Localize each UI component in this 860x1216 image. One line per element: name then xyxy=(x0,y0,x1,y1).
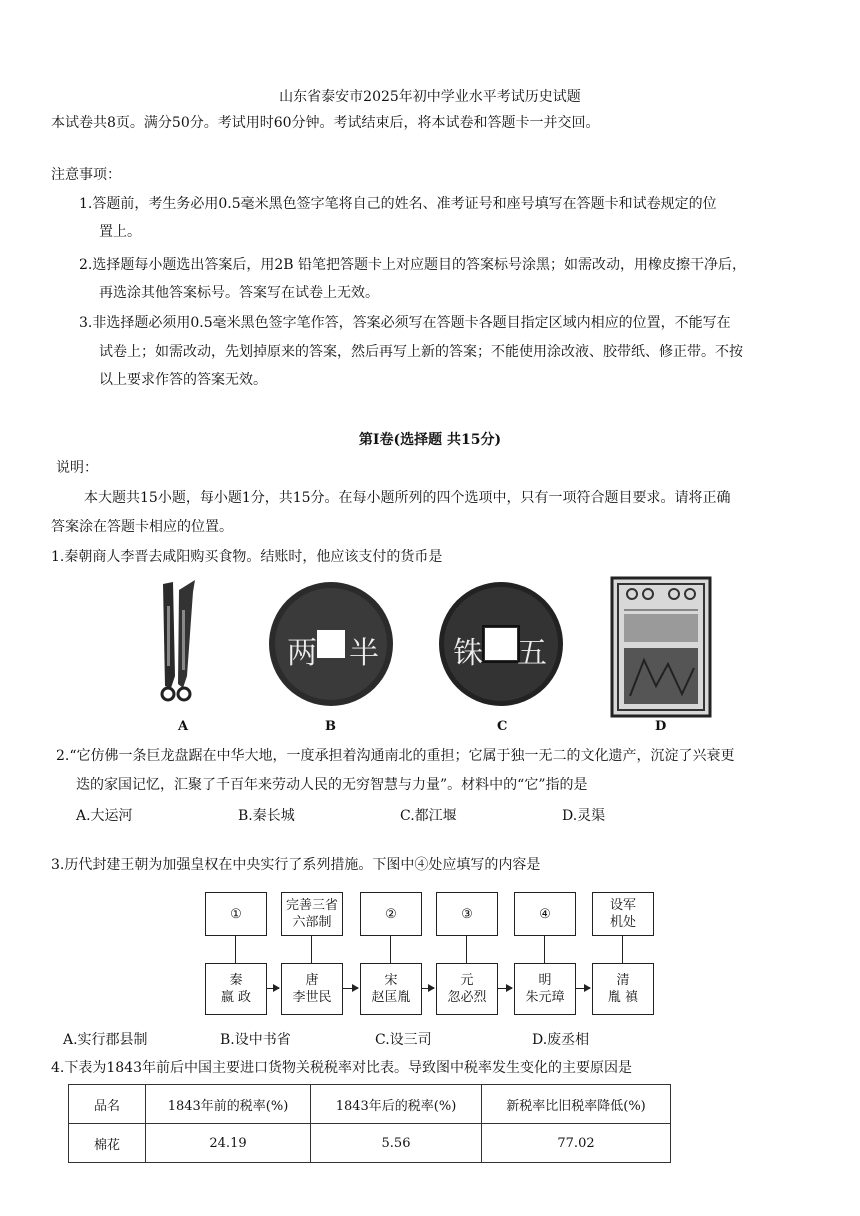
knife-coin-image xyxy=(145,576,215,716)
q2-option-c: C.都江堰 xyxy=(400,808,457,824)
table-header-row xyxy=(69,1085,671,1124)
q2-line-1: 2.“它仿佛一条巨龙盘踞在中华大地，一度承担着沟通南北的重担；它属于独一无二的文化遗产，沉淀了兴衰更 xyxy=(56,748,735,764)
coin-c-char-left: 铢 xyxy=(453,636,483,671)
table-cell: 棉花 xyxy=(69,1124,146,1163)
table-header-cell: 品名 xyxy=(69,1085,146,1124)
q3-bottom-box-4: 元 忽必烈 xyxy=(436,963,498,1015)
q3-top-box-1: ① xyxy=(205,892,267,936)
q3-top-box-6: 设军 机处 xyxy=(592,892,654,936)
notice-item-1-line-1: 1.答题前，考生务必用0.5毫米黑色签字笔将自己的姓名、准考证号和座号填写在答题卡和试卷规定的位 xyxy=(79,196,717,212)
q3-arrow-5 xyxy=(576,988,590,989)
q3-connector-6 xyxy=(622,935,623,963)
section-title: 第Ⅰ卷(选择题 共15分) xyxy=(358,432,502,448)
coin-b-char-left: 两 xyxy=(287,636,317,671)
q3-option-d: D.废丞相 xyxy=(532,1032,590,1048)
q3-top-box-2: 完善三省 六部制 xyxy=(281,892,343,936)
q3-option-a: A.实行郡县制 xyxy=(63,1032,148,1048)
tax-rate-table xyxy=(68,1084,671,1163)
explain-line-2: 答案涂在答题卡相应的位置。 xyxy=(51,519,233,535)
q2-option-a: A.大运河 xyxy=(76,808,133,824)
q3-arrow-2 xyxy=(343,988,358,989)
q3-bottom-box-3: 宋 赵匡胤 xyxy=(360,963,422,1015)
q2-option-d: D.灵渠 xyxy=(562,808,606,824)
exam-title: 山东省泰安市2025年初中学业水平考试历史试题 xyxy=(279,89,581,105)
q3-bottom-box-1: 秦 嬴 政 xyxy=(205,963,267,1015)
table-header-cell: 1843年后的税率(%) xyxy=(311,1085,482,1124)
q3-bottom-box-6: 清 胤 禛 xyxy=(592,963,654,1015)
q2-line-2: 迭的家国记忆，汇聚了千百年来劳动人民的无穷智慧与力量”。材料中的“它”指的是 xyxy=(76,777,588,793)
q3-option-c: C.设三司 xyxy=(375,1032,432,1048)
q3-top-box-4: ③ xyxy=(436,892,498,936)
q3-stem: 3.历代封建王朝为加强皇权在中央实行了系列措施。下图中④处应填写的内容是 xyxy=(51,857,541,873)
q3-top-box-3: ② xyxy=(360,892,422,936)
table-cell: 24.19 xyxy=(146,1124,311,1163)
q1-label-c: C xyxy=(497,719,508,734)
q2-option-b: B.秦长城 xyxy=(238,808,295,824)
q3-arrow-1 xyxy=(267,988,279,989)
q1-label-a: A xyxy=(178,719,189,734)
explain-label: 说明： xyxy=(56,460,98,476)
notice-item-1-line-2: 置上。 xyxy=(99,224,141,240)
q3-connector-3 xyxy=(390,935,391,963)
q4-stem: 4.下表为1843年前后中国主要进口货物关税税率对比表。导致图中税率发生变化的主要原因是 xyxy=(51,1060,632,1076)
q3-top-box-5: ④ xyxy=(514,892,576,936)
q3-bottom-box-2: 唐 李世民 xyxy=(281,963,343,1015)
notice-item-3-line-1: 3.非选择题必须用0.5毫米黑色签字笔作答，答案必须写在答题卡各题目指定区域内相应的位置，不能写在 xyxy=(79,315,731,331)
table-cell: 5.56 xyxy=(311,1124,482,1163)
q3-connector-1 xyxy=(235,935,236,963)
exam-intro: 本试卷共8页。满分50分。考试用时60分钟。考试结束后，将本试卷和答题卡一并交回。 xyxy=(51,115,600,131)
notice-heading: 注意事项： xyxy=(51,167,121,183)
coin-b-char-right: 半 xyxy=(349,636,379,671)
q1-label-d: D xyxy=(655,719,667,734)
notice-item-2-line-1: 2.选择题每小题选出答案后，用2B 铅笔把答题卡上对应题目的答案标号涂黑；如需改动，用橡皮擦干净后， xyxy=(79,257,747,273)
explain-line-1: 本大题共15小题，每小题1分，共15分。在每小题所列的四个选项中，只有一项符合题目要求。请将正确 xyxy=(84,490,731,506)
table-cell: 77.02 xyxy=(482,1124,671,1163)
q1-label-b: B xyxy=(325,719,336,734)
q3-arrow-4 xyxy=(498,988,512,989)
notice-item-3-line-2: 试卷上；如需改动，先划掉原来的答案，然后再写上新的答案；不能使用涂改液、胶带纸、修正带。不按 xyxy=(99,344,743,360)
table-row xyxy=(69,1124,671,1163)
q3-option-b: B.设中书省 xyxy=(220,1032,291,1048)
q3-connector-2 xyxy=(311,935,312,963)
table-header-cell: 1843年前的税率(%) xyxy=(146,1085,311,1124)
table-header-cell: 新税率比旧税率降低(%) xyxy=(482,1085,671,1124)
notice-item-2-line-2: 再选涂其他答案标号。答案写在试卷上无效。 xyxy=(99,285,379,301)
q3-connector-4 xyxy=(466,935,467,963)
q1-currency-images xyxy=(145,576,715,736)
notice-item-3-line-3: 以上要求作答的答案无效。 xyxy=(99,372,267,388)
coin-c-char-right: 五 xyxy=(517,636,547,671)
q3-arrow-3 xyxy=(422,988,434,989)
paper-note-image xyxy=(610,576,712,718)
q1-stem: 1.秦朝商人李晋去咸阳购买食物。结账时，他应该支付的货币是 xyxy=(51,549,443,565)
q3-bottom-box-5: 明 朱元璋 xyxy=(514,963,576,1015)
q3-connector-5 xyxy=(544,935,545,963)
